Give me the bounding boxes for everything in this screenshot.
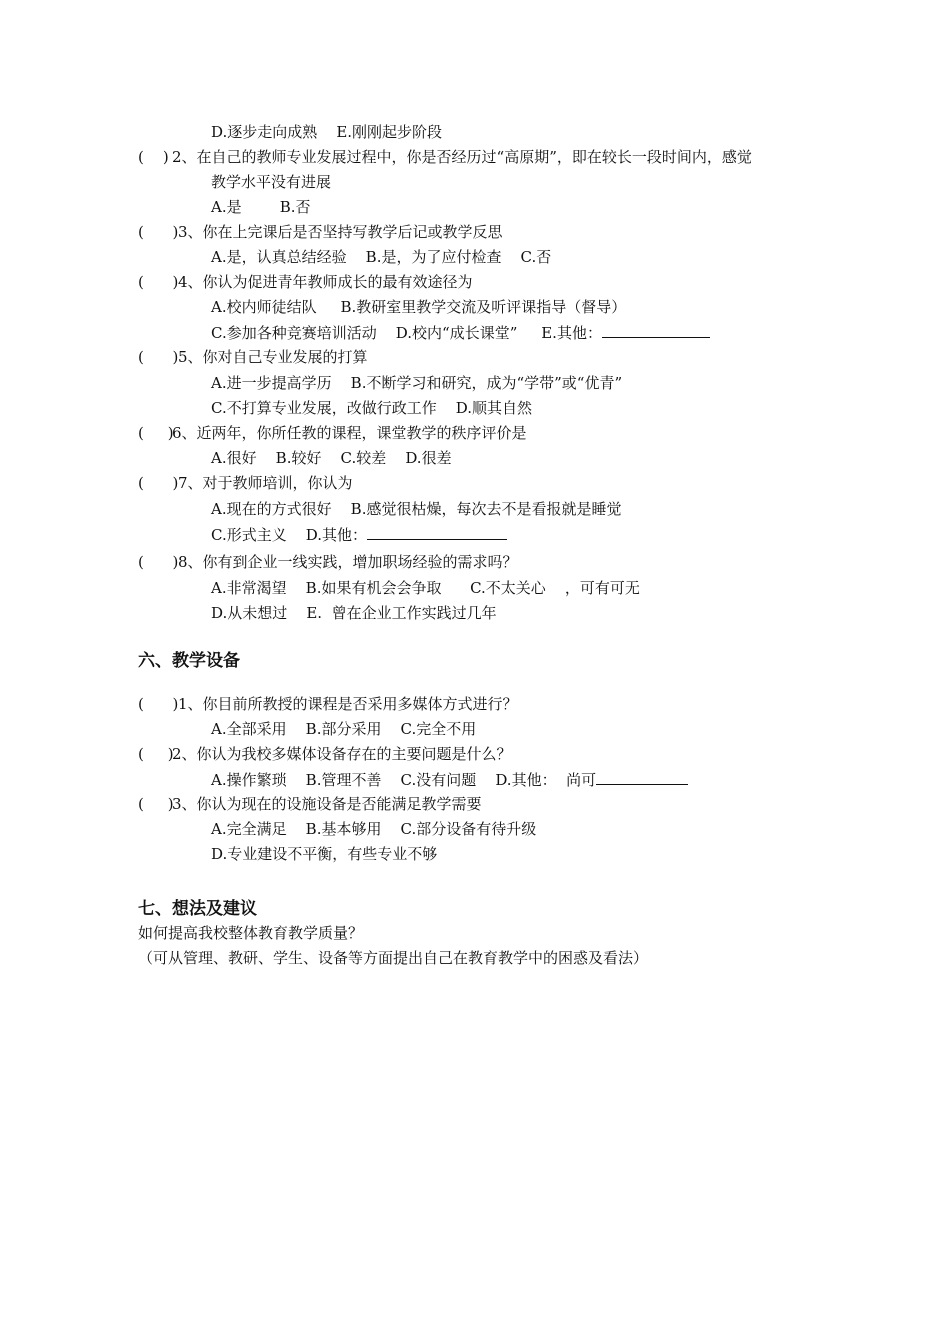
s6-q2-answer-paren[interactable]: ( ): [138, 745, 174, 763]
q4-answer-paren[interactable]: ( ): [138, 273, 179, 291]
section-7-heading: 七、想法及建议: [138, 899, 257, 919]
q5-text: 5、你对自己专业发展的打算: [178, 348, 368, 366]
q7-options-2: [211, 524, 507, 545]
q7-text: 7、对于教师培训，你认为: [178, 474, 353, 492]
s6-q2-options-text: A.操作繁琐 B.管理不善 C.没有问题 D.其他： 尚可: [211, 771, 597, 789]
s6-q2-other-blank[interactable]: [596, 769, 688, 785]
q6-text: 6、近两年，你所任教的课程，课堂教学的秩序评价是: [172, 424, 527, 442]
q4-options-2: [211, 322, 710, 343]
q5-options-2: C.不打算专业发展，改做行政工作 D.顺其自然: [211, 399, 533, 417]
s6-q1-options: A.全部采用 B.部分采用 C.完全不用: [211, 720, 477, 738]
q2-text: 2、在自己的教师专业发展过程中，你是否经历过“高原期”，即在较长一段时间内，感觉: [172, 148, 752, 166]
q8-answer-paren[interactable]: ( ): [138, 553, 179, 571]
q2-answer-paren[interactable]: ( ): [138, 148, 169, 166]
q3-answer-paren[interactable]: ( ): [138, 223, 179, 241]
q8-text: 8、你有到企业一线实践，增加职场经验的需求吗？: [178, 553, 518, 571]
q6-options: A.很好 B.较好 C.较差 D.很差: [211, 449, 452, 467]
q1-options-tail: D.逐步走向成熟 E.刚刚起步阶段: [211, 123, 443, 141]
s7-question: 如何提高我校整体教育教学质量？: [138, 924, 364, 942]
s6-q3-text: 3、你认为现在的设施设备是否能满足教学需要: [172, 795, 482, 813]
q4-options-2-text: C.参加各种竞赛培训活动 D.校内“成长课堂” E.其他：: [211, 324, 602, 342]
s6-q3-options-2: D.专业建设不平衡，有些专业不够: [211, 845, 438, 863]
s6-q1-text: 1、你目前所教授的课程是否采用多媒体方式进行？: [178, 695, 518, 713]
q4-options-1: A.校内师徒结队 B.教研室里教学交流及听评课指导（督导）: [211, 298, 627, 316]
q4-text: 4、你认为促进青年教师成长的最有效途径为: [178, 273, 473, 291]
q8-options-2: D.从未想过 E. 曾在企业工作实践过几年: [211, 604, 497, 622]
q3-text: 3、你在上完课后是否坚持写教学后记或教学反思: [178, 223, 503, 241]
q2-options: A.是 B.否: [211, 198, 311, 216]
q8-options-1: A.非常渴望 B.如果有机会会争取 C.不太关心 ，可有可无: [211, 579, 640, 597]
q7-answer-paren[interactable]: ( ): [138, 474, 179, 492]
q6-answer-paren[interactable]: ( ): [138, 424, 174, 442]
q3-options: A.是，认真总结经验 B.是，为了应付检查 C.否: [211, 248, 552, 266]
s7-hint: （可从管理、教研、学生、设备等方面提出自己在教育教学中的困惑及看法）: [138, 949, 649, 967]
s6-q3-answer-paren[interactable]: ( ): [138, 795, 174, 813]
q7-options-2-text: C.形式主义 D.其他：: [211, 526, 368, 544]
q7-other-blank[interactable]: [367, 524, 507, 540]
q2-text-cont: 教学水平没有进展: [211, 173, 332, 191]
s6-q3-options-1: A.完全满足 B.基本够用 C.部分设备有待升级: [211, 820, 537, 838]
s6-q1-answer-paren[interactable]: ( ): [138, 695, 179, 713]
q5-answer-paren[interactable]: ( ): [138, 348, 179, 366]
q4-other-blank[interactable]: [602, 322, 710, 338]
q7-options-1: A.现在的方式很好 B.感觉很枯燥，每次去不是看报就是睡觉: [211, 500, 622, 518]
q5-options-1: A.进一步提高学历 B.不断学习和研究，成为“学带”或“优青”: [211, 374, 623, 392]
s6-q2-options: [211, 769, 688, 790]
s6-q2-text: 2、你认为我校多媒体设备存在的主要问题是什么？: [172, 745, 512, 763]
section-6-heading: 六、教学设备: [138, 651, 240, 671]
